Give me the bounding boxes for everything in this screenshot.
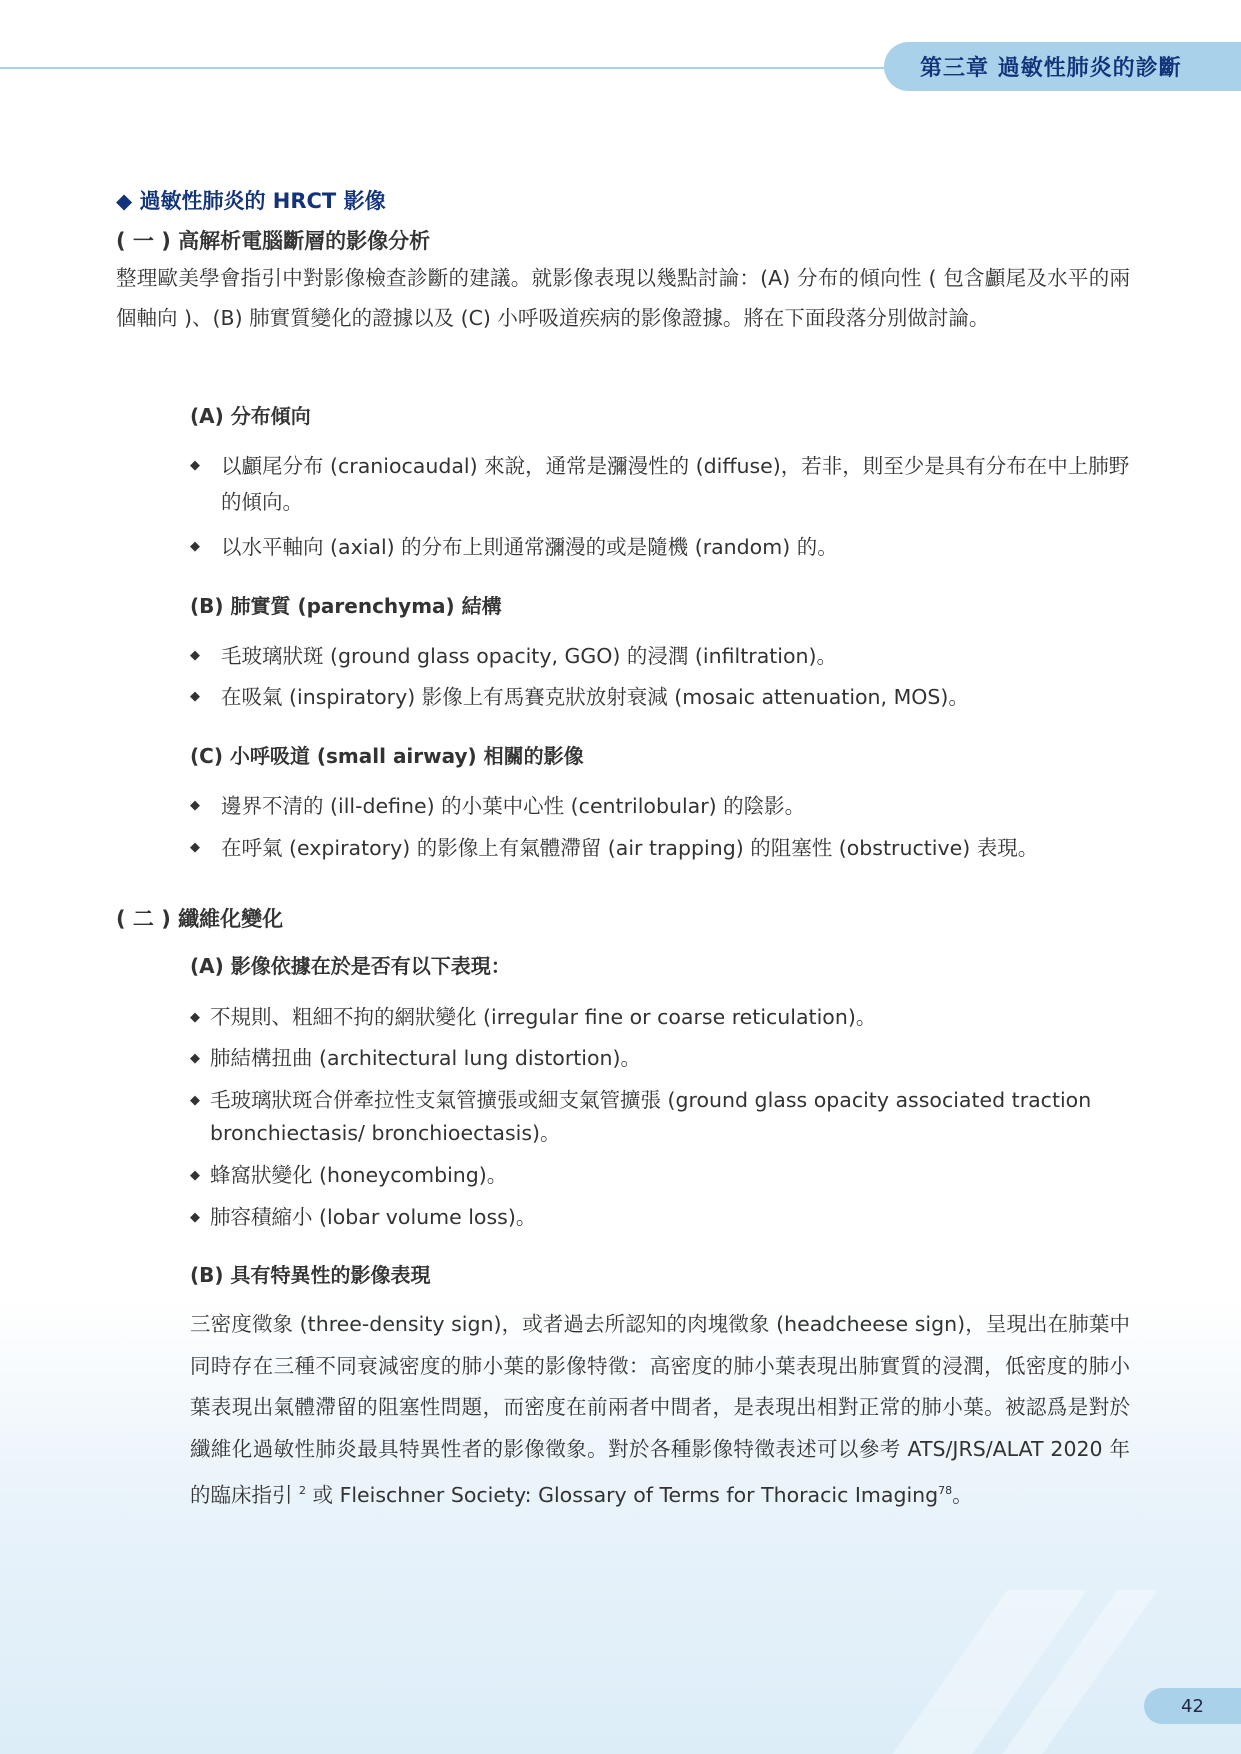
part2-b-title: (B) 具有特異性的影像表現 xyxy=(190,1263,431,1287)
diamond-bullet-icon: ◆ xyxy=(190,1168,200,1183)
diamond-bullet-icon: ◆ xyxy=(190,798,200,813)
list-item: ◆ 肺容積縮小 (lobar volume loss)。 xyxy=(190,1201,1130,1234)
section-title: ◆ 過敏性肺炎的 HRCT 影像 xyxy=(116,189,386,213)
list-item: ◆ 毛玻璃狀斑 (ground glass opacity, GGO) 的浸潤 (infiltration)。 xyxy=(190,638,1130,674)
part1-title: ( 一 ) 高解析電腦斷層的影像分析 xyxy=(116,229,431,253)
part1-intro: 整理歐美學會指引中對影像檢查診斷的建議。就影像表現以幾點討論：(A) 分布的傾向性 ( 包含顱尾及水平的兩個軸向 )、(B) 肺實質變化的證據以及 (C) 小呼吸道疾病的影像證據。將在下面段落分別做討論。 xyxy=(116,266,1130,330)
part1-a-title: (A) 分布傾向 xyxy=(190,404,311,428)
diamond-bullet-icon: ◆ xyxy=(190,1051,200,1066)
part2-b-paragraph: 三密度徵象 (three-density sign)，或者過去所認知的肉塊徵象 (headcheese sign)，呈現出在肺葉中同時存在三種不同衰減密度的肺小葉的影像特徵：高密度的肺小葉表現出肺實質的浸潤，低密度的肺小葉表現出氣體滯留的阻塞性問題，而密度在前兩者中間者，是表現出相對正常的肺小葉。被認爲是對於纖維化過敏性肺炎最具特異性者的影像徵象。對於各種影像特徵表述可以參考 ATS/JRS/ALAT 2020 年的臨床指引 $^2$ 或 Fleischner Society: Glossary of Terms for Thoracic Imaging$^{78}$。 xyxy=(190,1312,1130,1507)
diamond-bullet-icon: ◆ xyxy=(190,1210,200,1225)
list-item: ◆ 肺結構扭曲 (architectural lung distortion)。 xyxy=(190,1042,1130,1075)
diamond-bullet-icon: ◆ xyxy=(190,539,200,554)
part1-c-title: (C) 小呼吸道 (small airway) 相關的影像 xyxy=(190,744,584,768)
diamond-bullet-icon: ◆ xyxy=(190,840,200,855)
part2-title: ( 二 ) 纖維化變化 xyxy=(116,907,284,931)
part1-b-title: (B) 肺實質 (parenchyma) 結構 xyxy=(190,594,502,618)
reference-marker: 78 xyxy=(938,1484,953,1497)
diamond-bullet-icon: ◆ xyxy=(190,1010,200,1025)
list-item: ◆ 蜂窩狀變化 (honeycombing)。 xyxy=(190,1159,1130,1192)
list-item: ◆ 以顱尾分布 (craniocaudal) 來說，通常是瀰漫性的 (diffuse)，若非，則至少是具有分布在中上肺野的傾向。 xyxy=(190,448,1130,520)
part2-a-title: (A) 影像依據在於是否有以下表現： xyxy=(190,954,511,978)
list-item: ◆ 以水平軸向 (axial) 的分布上則通常瀰漫的或是隨機 (random) 的。 xyxy=(190,529,1130,565)
diamond-bullet-icon: ◆ xyxy=(190,1093,200,1108)
list-item: ◆ 在吸氣 (inspiratory) 影像上有馬賽克狀放射衰減 (mosaic attenuation, MOS)。 xyxy=(190,679,1130,715)
page-number: 42 xyxy=(1144,1688,1241,1724)
diamond-bullet-icon: ◆ xyxy=(190,648,200,663)
list-item: ◆ 邊界不清的 (ill-define) 的小葉中心性 (centrilobular) 的陰影。 xyxy=(190,788,1130,824)
list-item: ◆ 毛玻璃狀斑合併牽拉性支氣管擴張或細支氣管擴張 (ground glass opacity associated traction bronchiectasis/ bronchioectasis)。 xyxy=(190,1084,1130,1150)
header-rule xyxy=(0,67,900,69)
chapter-header: 第三章 過敏性肺炎的診斷 xyxy=(884,42,1241,91)
reference-marker: 2 xyxy=(299,1484,307,1497)
list-item: ◆ 在呼氣 (expiratory) 的影像上有氣體滯留 (air trapping) 的阻塞性 (obstructive) 表現。 xyxy=(190,830,1130,866)
diamond-bullet-icon: ◆ xyxy=(190,689,200,704)
list-item: ◆ 不規則、粗細不拘的網狀變化 (irregular fine or coarse reticulation)。 xyxy=(190,1001,1130,1034)
diamond-bullet-icon: ◆ xyxy=(190,458,200,473)
